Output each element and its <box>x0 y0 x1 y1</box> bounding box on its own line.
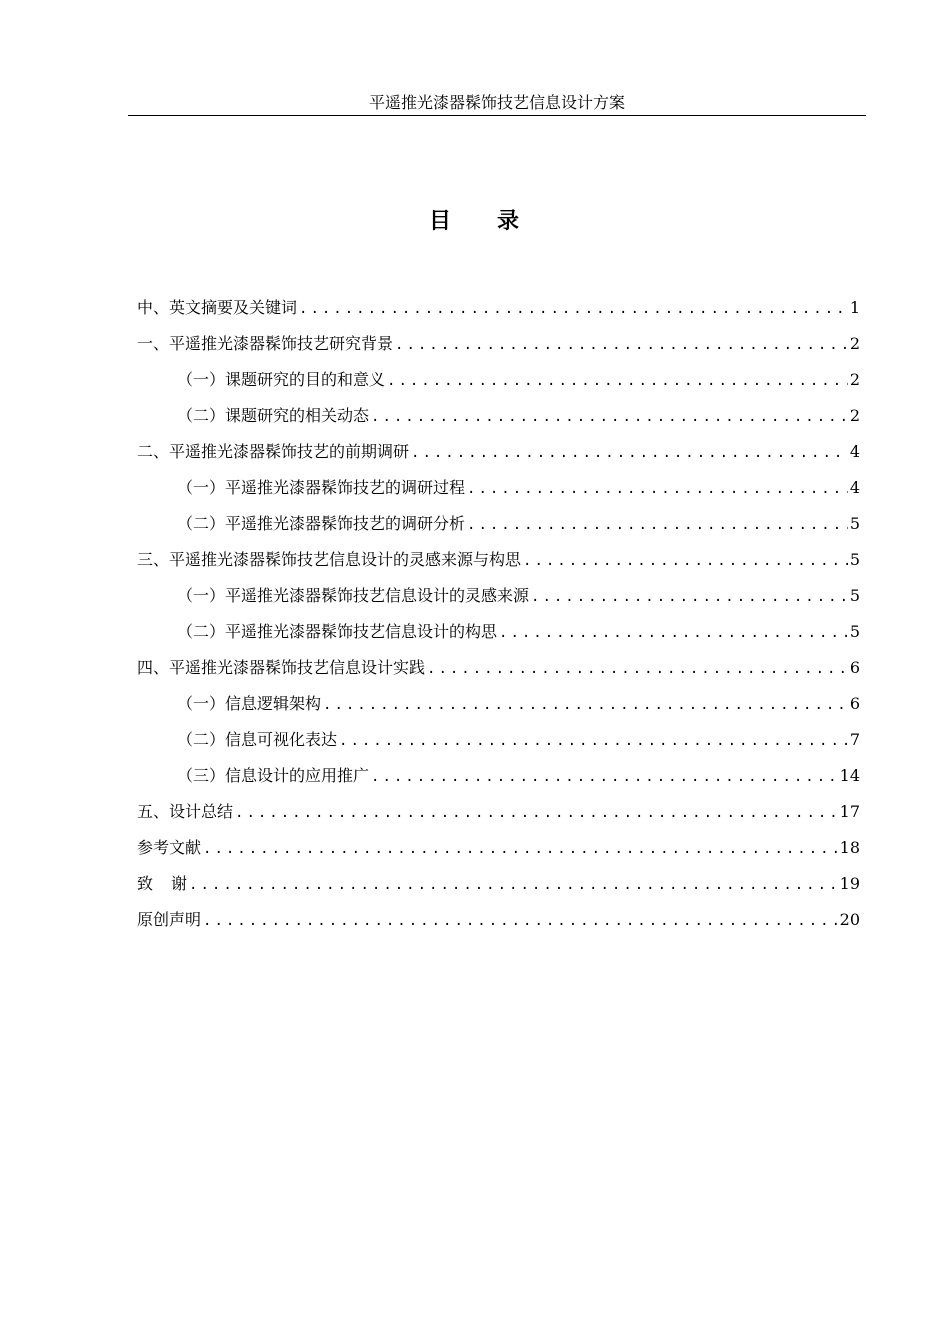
toc-entry[interactable] <box>137 650 860 686</box>
toc-subentry[interactable] <box>137 722 860 758</box>
toc-leader-dots <box>371 759 838 795</box>
toc-entry-page: 4 <box>849 442 860 461</box>
toc-entry-page: 6 <box>849 658 860 677</box>
toc-leader-dots <box>395 327 848 363</box>
toc-entry-page: 2 <box>849 334 860 353</box>
toc-entry-label: （二）平遥推光漆器髹饰技艺的调研分析 <box>177 514 466 533</box>
toc-title <box>0 204 950 235</box>
toc-title-char-1: 目 <box>428 208 453 234</box>
toc-leader-dots <box>427 651 848 687</box>
toc-entry-page: 2 <box>849 406 860 425</box>
toc-leader-dots <box>467 507 848 543</box>
toc-entry-label: 五、设计总结 <box>137 802 234 821</box>
toc-entry-page: 19 <box>839 874 860 893</box>
toc-entry[interactable] <box>137 794 860 830</box>
toc-entry-page: 14 <box>839 766 860 785</box>
toc-entry[interactable] <box>137 830 860 866</box>
toc-entry-page: 5 <box>849 514 860 533</box>
toc-entry-page: 5 <box>849 586 860 605</box>
toc-entry-label: （三）信息设计的应用推广 <box>177 766 370 785</box>
toc-entry-page: 17 <box>839 802 860 821</box>
toc-subentry[interactable] <box>137 470 860 506</box>
toc-entry-label: （二）信息可视化表达 <box>177 730 338 749</box>
header-divider <box>128 115 866 116</box>
toc-entry-label: 四、平遥推光漆器髹饰技艺信息设计实践 <box>137 658 426 677</box>
toc-leader-dots <box>467 471 848 507</box>
toc-entry-label <box>137 866 187 902</box>
toc-subentry[interactable] <box>137 578 860 614</box>
toc-entry-label-char: 致 <box>137 874 154 893</box>
toc-leader-dots <box>387 363 848 399</box>
toc-subentry[interactable] <box>137 758 860 794</box>
toc-subentry[interactable] <box>137 398 860 434</box>
toc-entry-label: （一）平遥推光漆器髹饰技艺信息设计的灵感来源 <box>177 586 530 605</box>
toc-entry-page: 2 <box>849 370 860 389</box>
toc-leader-dots <box>189 867 838 903</box>
toc-leader-dots <box>371 399 848 435</box>
toc-leader-dots <box>299 291 848 327</box>
toc-entry-label: 一、平遥推光漆器髹饰技艺研究背景 <box>137 334 394 353</box>
toc-entry-page: 20 <box>839 910 860 929</box>
toc-entry-page: 5 <box>849 550 860 569</box>
table-of-contents <box>137 290 860 938</box>
toc-entry-label: （二）平遥推光漆器髹饰技艺信息设计的构思 <box>177 622 498 641</box>
toc-entry-label: 原创声明 <box>137 910 202 929</box>
toc-leader-dots <box>235 795 838 831</box>
toc-leader-dots <box>203 903 838 939</box>
toc-title-char-2: 录 <box>497 208 522 234</box>
toc-entry-page: 7 <box>849 730 860 749</box>
toc-leader-dots <box>531 579 848 615</box>
toc-leader-dots <box>339 723 848 759</box>
toc-entry-label: 二、平遥推光漆器髹饰技艺的前期调研 <box>137 442 410 461</box>
toc-entry-label: （二）课题研究的相关动态 <box>177 406 370 425</box>
toc-entry-label: （一）课题研究的目的和意义 <box>177 370 386 389</box>
toc-entry-label: （一）平遥推光漆器髹饰技艺的调研过程 <box>177 478 466 497</box>
toc-leader-dots <box>323 687 848 723</box>
toc-leader-dots <box>499 615 848 651</box>
toc-entry-label: （一）信息逻辑架构 <box>177 694 322 713</box>
toc-entry[interactable] <box>137 542 860 578</box>
toc-entry-page: 5 <box>849 622 860 641</box>
toc-entry-label: 参考文献 <box>137 838 202 857</box>
toc-entry[interactable] <box>137 290 860 326</box>
toc-entry[interactable] <box>137 326 860 362</box>
toc-entry[interactable] <box>137 434 860 470</box>
toc-entry-label: 中、英文摘要及关键词 <box>137 298 298 317</box>
toc-leader-dots <box>203 831 838 867</box>
toc-entry-page: 1 <box>849 298 860 317</box>
toc-entry[interactable] <box>137 866 860 902</box>
toc-entry[interactable] <box>137 902 860 938</box>
toc-entry-page: 4 <box>849 478 860 497</box>
toc-leader-dots <box>523 543 848 579</box>
toc-entry-page: 18 <box>839 838 860 857</box>
toc-leader-dots <box>411 435 848 471</box>
toc-subentry[interactable] <box>137 614 860 650</box>
toc-entry-label-char: 谢 <box>171 874 188 893</box>
toc-entry-page: 6 <box>849 694 860 713</box>
toc-subentry[interactable] <box>137 362 860 398</box>
toc-subentry[interactable] <box>137 506 860 542</box>
running-header-title: 平遥推光漆器髹饰技艺信息设计方案 <box>368 93 625 112</box>
toc-entry-label: 三、平遥推光漆器髹饰技艺信息设计的灵感来源与构思 <box>137 550 522 569</box>
toc-subentry[interactable] <box>137 686 860 722</box>
